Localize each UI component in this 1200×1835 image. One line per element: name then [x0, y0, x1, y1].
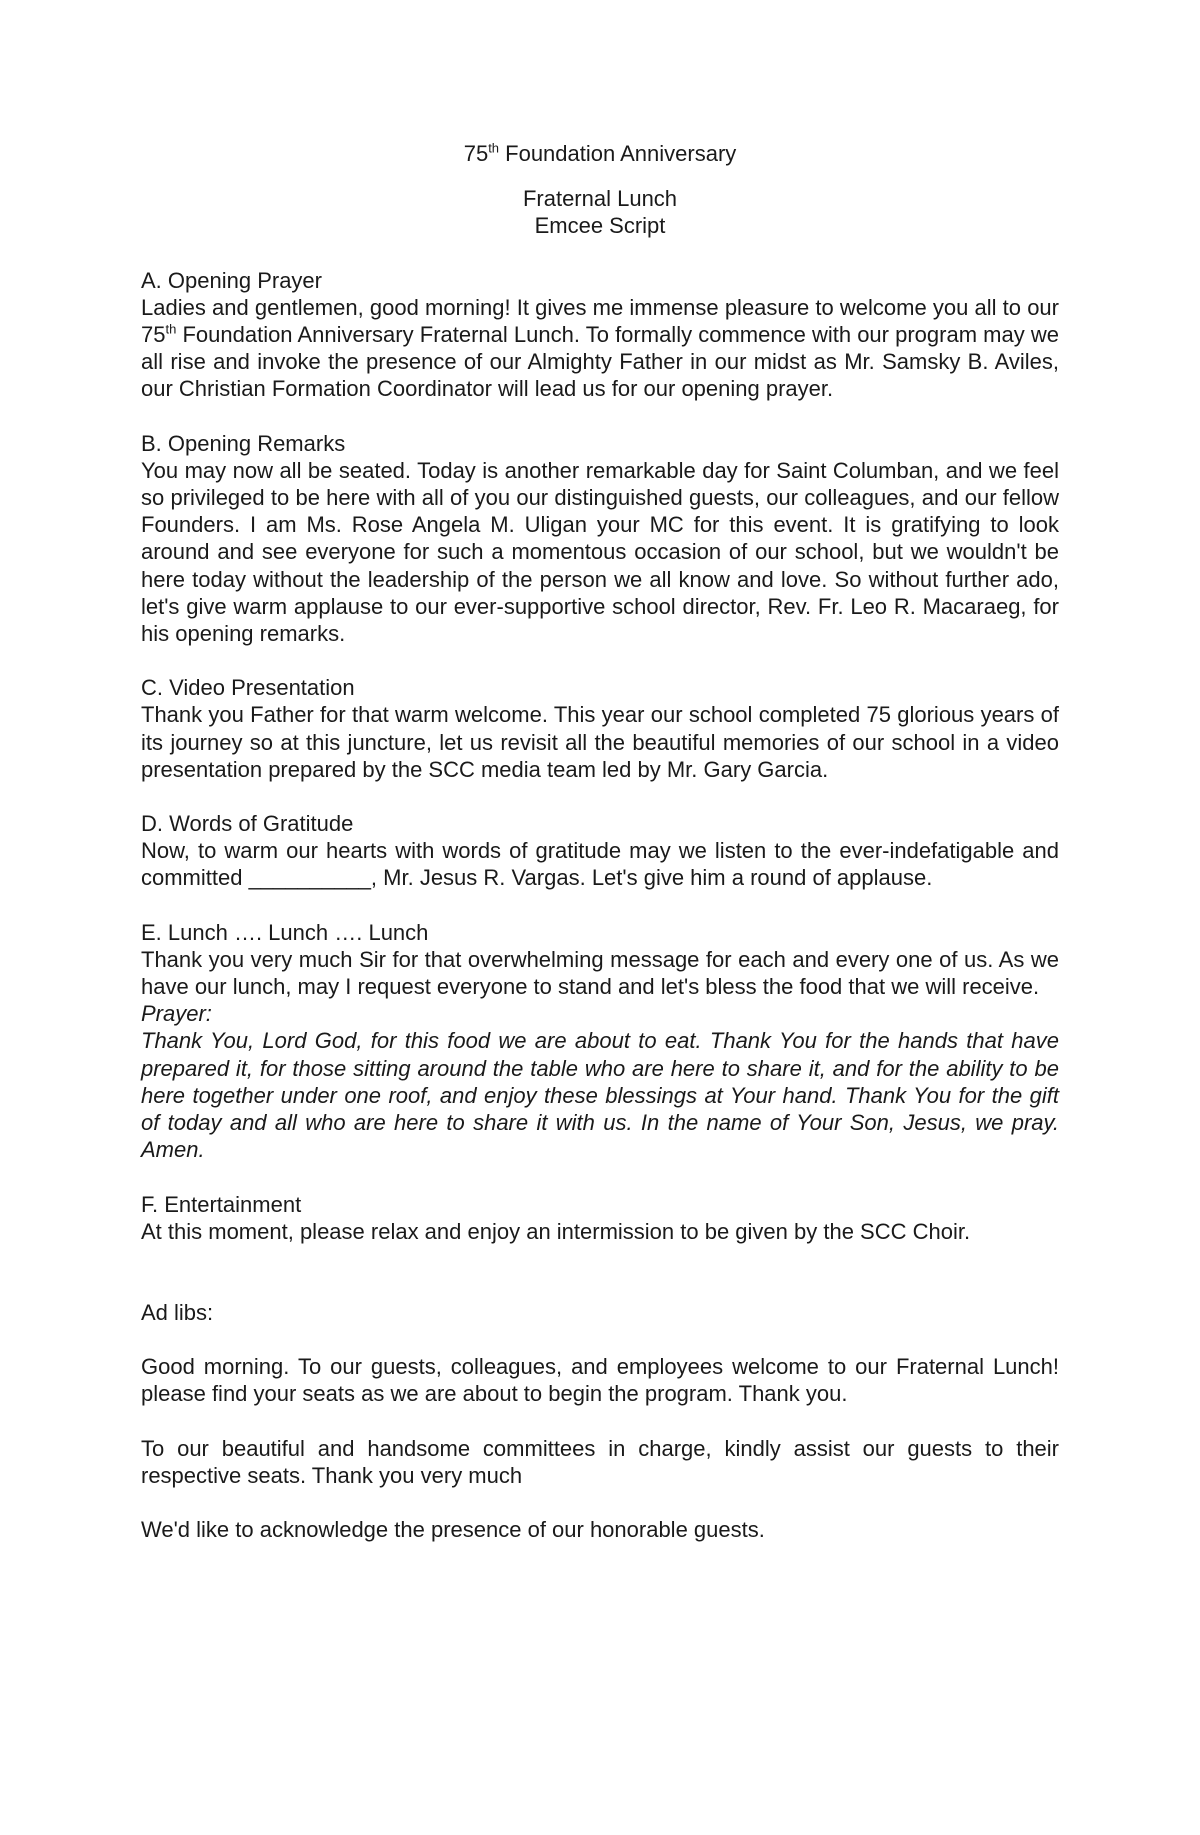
- section-body: Thank you Father for that warm welcome. This year our school completed 75 glorious years of its journey so at this juncture, let us revisit all the beautiful memories of our school in a video presentation prepared by the SCC media team led by Mr. Gary Garcia.: [141, 702, 1059, 782]
- section-opening-remarks: [141, 430, 1059, 648]
- adlib-paragraph: To our beautiful and handsome committees in charge, kindly assist our guests to their respective seats. Thank you very much: [141, 1435, 1059, 1488]
- section-heading: B. Opening Remarks: [141, 430, 346, 456]
- title-line-1: [141, 140, 1059, 167]
- body-superscript: th: [165, 321, 177, 337]
- body-text-part-1: Ladies and gentlemen, good morning! It gives me immense pleasure to welcome you all to our 75: [141, 294, 1059, 348]
- section-heading: A. Opening Prayer: [141, 267, 322, 293]
- section-heading: C. Video Presentation: [141, 675, 355, 701]
- adlibs-section: [141, 1299, 1059, 1543]
- body-text-part-2: Foundation Anniversary Fraternal Lunch. To formally commence with our program may we all rise and invoke the presence of our Almighty Father in our midst as Mr. Samsky B. Aviles, our Christian Formation Coordinator will lead us for our opening prayer.: [141, 322, 1059, 402]
- section-opening-prayer: [141, 267, 1059, 403]
- section-body: [141, 294, 1059, 403]
- prayer-label: Prayer:: [141, 1001, 212, 1027]
- document-content: [141, 140, 1059, 1543]
- section-words-of-gratitude: [141, 810, 1059, 892]
- title-line-2: Fraternal Lunch: [522, 186, 678, 212]
- section-heading: D. Words of Gratitude: [141, 811, 354, 837]
- title-line-3: Emcee Script: [534, 213, 666, 239]
- section-body: You may now all be seated. Today is another remarkable day for Saint Columban, and we feel so privileged to be here with all of you our distinguished guests, our colleagues, and our fellow Founders. I am Ms. Rose Angela M. Uligan your MC for this event. It is gratifying to look around and see everyone for such a momentous occasion of our school, but we wouldn't be here today without the leadership of the person we all know and love. So without further ado, let's give warm applause to our ever-supportive school director, Rev. Fr. Leo R. Macaraeg, for his opening remarks.: [141, 457, 1059, 647]
- title-spacer: [141, 167, 1059, 185]
- adlibs-heading: Ad libs:: [141, 1299, 214, 1325]
- adlib-paragraph: Good morning. To our guests, colleagues, and employees welcome to our Fraternal Lunch! please find your seats as we are about to begin the program. Thank you.: [141, 1354, 1059, 1407]
- section-video-presentation: [141, 674, 1059, 783]
- adlib-paragraph: We'd like to acknowledge the presence of our honorable guests.: [141, 1516, 765, 1542]
- section-body: At this moment, please relax and enjoy an intermission to be given by the SCC Choir.: [141, 1218, 971, 1244]
- section-heading: E. Lunch …. Lunch …. Lunch: [141, 919, 429, 945]
- section-heading: F. Entertainment: [141, 1191, 302, 1217]
- title-prefix: 75: [463, 141, 489, 166]
- title-suffix: Foundation Anniversary: [499, 141, 737, 166]
- title-block: [141, 140, 1059, 240]
- section-body: Thank you very much Sir for that overwhelming message for each and every one of us. As we have our lunch, may I request everyone to stand and let's bless the food that we will receive.: [141, 946, 1059, 1000]
- section-lunch: [141, 919, 1059, 1164]
- section-entertainment: [141, 1191, 1059, 1245]
- title-superscript: th: [488, 140, 500, 156]
- section-body: Now, to warm our hearts with words of gratitude may we listen to the ever-indefatigable and committed __________, Mr. Jesus R. Vargas. Let's give him a round of applause.: [141, 838, 1059, 891]
- prayer-text: Thank You, Lord God, for this food we are about to eat. Thank You for the hands that have prepared it, for those sitting around the table who are here to share it, and for the ability to be here together under one roof, and enjoy these blessings at Your hand. Thank You for the gift of today and all who are here to share it with us. In the name of Your Son, Jesus, we pray. Amen.: [141, 1028, 1059, 1163]
